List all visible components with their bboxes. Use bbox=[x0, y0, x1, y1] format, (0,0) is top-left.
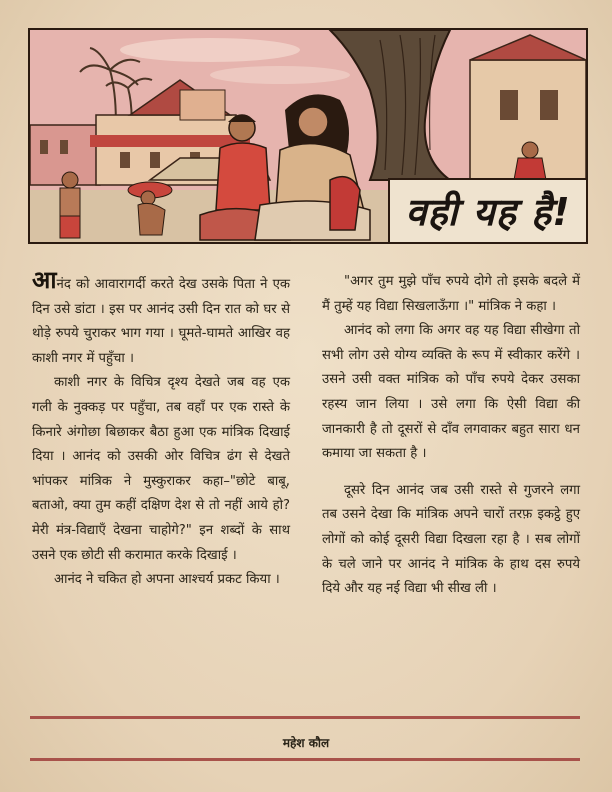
author-name: महेश कौल bbox=[282, 736, 330, 750]
left-column bbox=[32, 266, 290, 593]
paragraph: "अगर तुम मुझे पाँच रुपये दोगे तो इसके बदले में मैं तुम्हें यह विद्या सिखलाऊँगा ।" मांत्रिक ने कहा । bbox=[322, 274, 580, 314]
story-columns bbox=[32, 266, 580, 710]
paragraph: काशी नगर के विचित्र दृश्य देखते जब वह एक गली के नुक्कड़ पर पहुँचा, तब वहाँ पर एक रास्ते के किनारे अंगोछा बिछाकर बैठा हुआ एक मांत्रिक दिखाई दिया । आनंद को उसकी ओर विचित्र ढंग से देखते भांपकर मांत्रिक ने मुस्कुराकर कहा–"छोटे बाबू, बताओ, क्या तुम कहीं दक्षिण देश से तो नहीं आये हो? मेरी मंत्र-विद्याएँ देखना चाहोगे?" इन शब्दों के साथ उसने एक छोटी सी करामात करके दिखाई । bbox=[32, 375, 290, 563]
paragraph bbox=[32, 266, 290, 371]
right-column bbox=[322, 270, 580, 602]
paragraph: आनंद ने चकित हो अपना आश्चर्य प्रकट किया । bbox=[54, 572, 280, 588]
divider-rule-bottom bbox=[30, 758, 580, 761]
story-illustration bbox=[28, 28, 588, 244]
drop-cap: आ bbox=[32, 266, 57, 294]
paragraph: आनंद को लगा कि अगर वह यह विद्या सीखेगा तो सभी लोग उसे योग्य व्यक्ति के रूप में स्वीकार करेंगे । उसने उसी वक्त मांत्रिक को पाँच रुपये देकर उसका रहस्य जान लिया । उसे लगा कि ऐसी विद्या की जानकारी है तो दूसरों से दाँव लगवाकर बहुत सारा धन कमाया जा सकता है । bbox=[322, 323, 580, 462]
title-box bbox=[388, 178, 586, 242]
paragraph-text: नंद को आवारागर्दी करते देख उसके पिता ने एक दिन उसे डांटा । इस पर आनंद उसी दिन रात को घर से थोड़े रुपये चुराकर भाग गया । घूमते-घामते आखिर वह काशी नगर में पहुँचा । bbox=[32, 277, 290, 366]
paragraph: दूसरे दिन आनंद जब उसी रास्ते से गुजरने लगा तब उसने देखा कि मांत्रिक अपने चारों तरफ़ इकट्ठे हुए लोगों को कोई दूसरी विद्या दिखला रहा है । सब लोगों के चले जाने पर आनंद ने मांत्रिक के हाथ दस रुपये दिये और यह नई विद्या भी सीख ली । bbox=[322, 482, 580, 597]
divider-rule-top bbox=[30, 716, 580, 719]
story-title: वही यह है! bbox=[405, 190, 571, 234]
